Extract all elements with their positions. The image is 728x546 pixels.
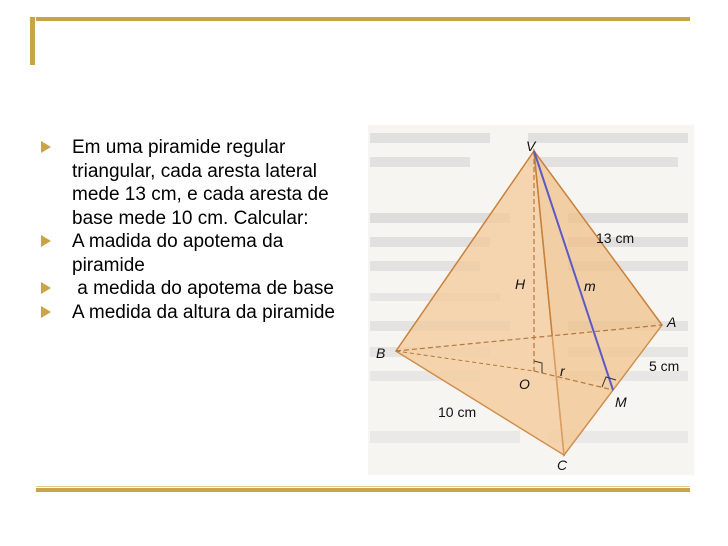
frame-bottom-thin-line <box>36 486 690 487</box>
pyramid-figure <box>368 125 694 475</box>
bullet-item <box>40 277 350 301</box>
bullet-marker-icon <box>41 141 51 153</box>
measure-base: 10 cm <box>438 404 477 420</box>
bullet-item <box>40 230 350 277</box>
label-A: A <box>667 314 677 330</box>
label-O: O <box>519 376 530 392</box>
bullet-marker-icon <box>41 306 51 318</box>
frame-bottom-line <box>36 488 690 492</box>
measure-half-base: 5 cm <box>649 358 680 374</box>
label-M: M <box>615 394 627 410</box>
label-m: m <box>584 278 596 294</box>
measure-lateral: 13 cm <box>596 230 635 246</box>
bullet-text: A medida da altura da piramide <box>72 301 335 323</box>
bullet-item <box>40 301 350 325</box>
bullet-text: A madida do apotema da piramide <box>72 231 284 276</box>
bullet-marker-icon <box>41 282 51 294</box>
label-B: B <box>376 345 386 361</box>
label-r: r <box>560 363 565 379</box>
bullet-marker-icon <box>41 235 51 247</box>
label-C: C <box>557 457 568 473</box>
bullet-text: a medida do apotema de base <box>72 278 334 299</box>
frame-left-line <box>30 17 35 65</box>
label-V: V <box>526 138 536 154</box>
label-H: H <box>515 276 526 292</box>
bullet-text: Em uma piramide regular triangular, cada aresta lateral mede 13 cm, e cada aresta de base mede 10 cm. Calcular: <box>72 137 329 229</box>
bullet-item <box>40 136 350 230</box>
pyramid-diagram <box>368 125 694 475</box>
bullet-list <box>40 136 350 324</box>
frame-top-line <box>36 17 690 21</box>
